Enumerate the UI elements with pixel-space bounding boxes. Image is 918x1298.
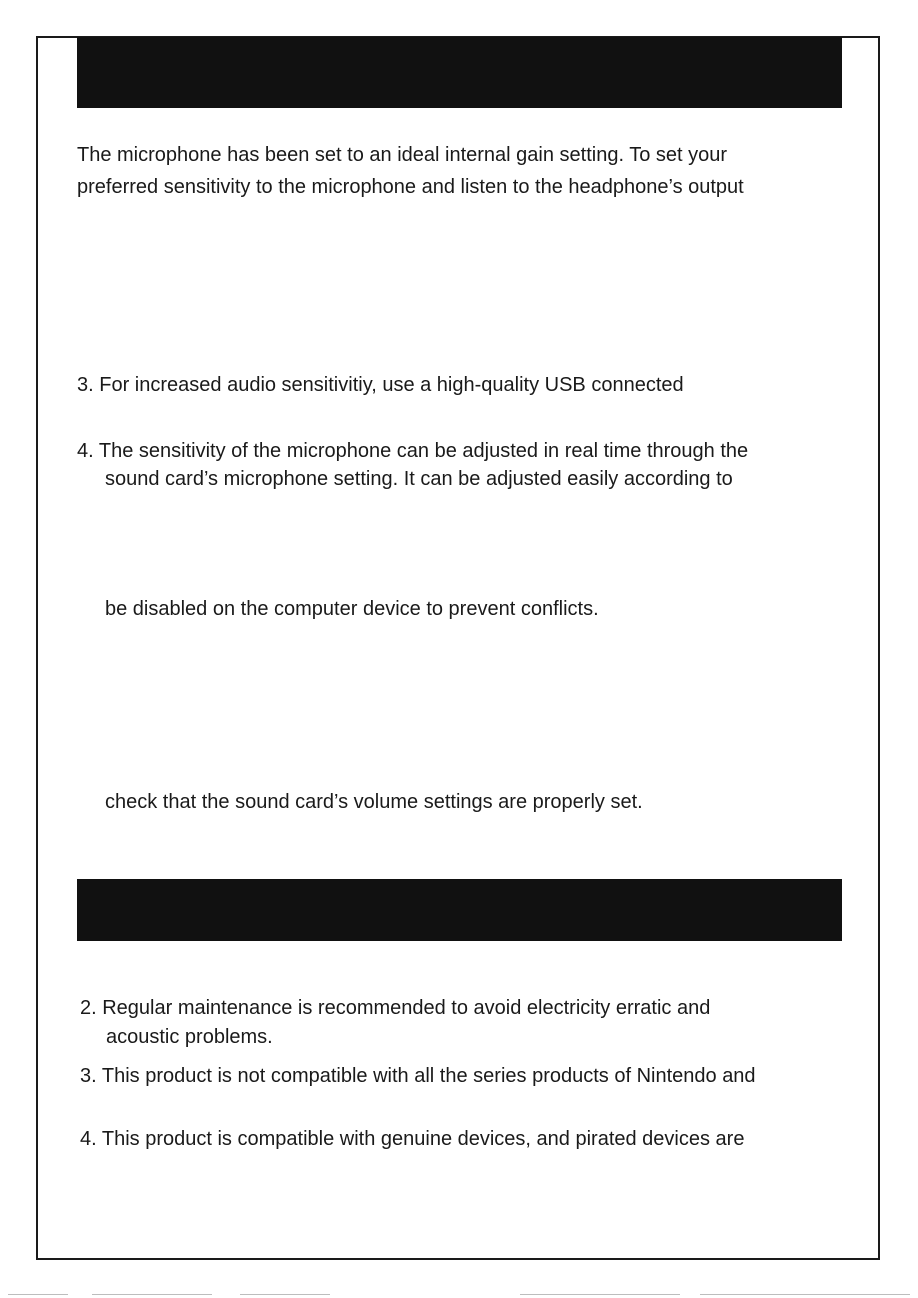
- maintenance-line-2: acoustic problems.: [106, 1026, 273, 1048]
- disable-note-line: be disabled on the computer device to prevent conflicts.: [105, 598, 599, 620]
- item-4-line-2: sound card’s microphone setting. It can be adjusted easily according to: [105, 468, 733, 490]
- section-header-bar-2: [77, 879, 842, 941]
- volume-note-line: check that the sound card’s volume settings are properly set.: [105, 791, 643, 813]
- intro-line-2: preferred sensitivity to the microphone and listen to the headphone’s output: [77, 176, 744, 198]
- item-4-line-1: 4. The sensitivity of the microphone can be adjusted in real time through the: [77, 440, 749, 462]
- genuine-devices-line: 4. This product is compatible with genuine devices, and pirated devices are: [80, 1128, 745, 1150]
- intro-line-1: The microphone has been set to an ideal internal gain setting. To set your: [77, 144, 728, 166]
- section-header-bar: [77, 37, 842, 108]
- item-3-line: 3. For increased audio sensitivitiy, use a high-quality USB connected: [77, 374, 684, 396]
- bottom-edge-artifact: [0, 1290, 918, 1298]
- compatibility-line: 3. This product is not compatible with all the series products of Nintendo and: [80, 1065, 756, 1087]
- maintenance-line-1: 2. Regular maintenance is recommended to avoid electricity erratic and: [80, 997, 711, 1019]
